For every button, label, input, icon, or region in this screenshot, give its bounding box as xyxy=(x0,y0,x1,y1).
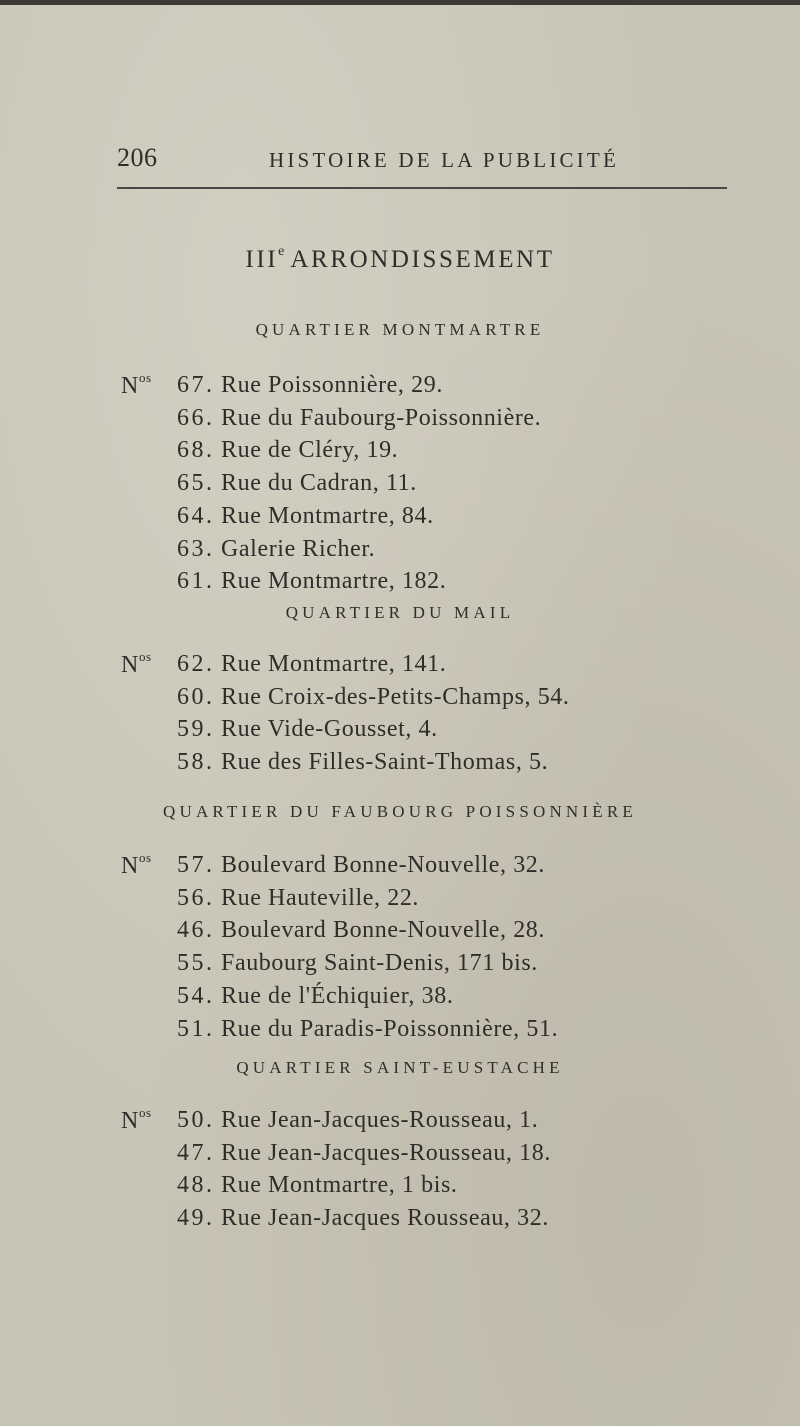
numeros-prefix-sup: os xyxy=(138,649,152,664)
arrondissement-ordinal-sup: e xyxy=(278,243,285,259)
quartier-heading: QUARTIER DU MAIL xyxy=(285,603,515,622)
entry-address: Rue du Faubourg-Poissonnière. xyxy=(221,405,542,431)
entry-number: 49. xyxy=(177,1205,215,1231)
entry-number: 46. xyxy=(177,917,215,943)
entry-address: Faubourg Saint-Denis, 171 bis. xyxy=(221,950,538,976)
numeros-prefix xyxy=(121,852,152,880)
entry-number: 55. xyxy=(177,950,215,976)
running-title: HISTOIRE DE LA PUBLICITÉ xyxy=(269,148,619,172)
entry-number: 47. xyxy=(177,1140,215,1166)
entry-address: Rue du Paradis-Poissonnière, 51. xyxy=(221,1016,559,1042)
page-top-edge xyxy=(0,0,800,5)
entry-address: Rue du Cadran, 11. xyxy=(221,470,417,496)
header-rule xyxy=(117,187,727,189)
entry-address: Rue Montmartre, 1 bis. xyxy=(221,1172,458,1198)
arrondissement-heading xyxy=(0,243,800,274)
entry-address: Galerie Richer. xyxy=(221,536,376,562)
entry-number: 61. xyxy=(177,568,215,594)
entry-number: 54. xyxy=(177,983,215,1009)
entry-number: 50. xyxy=(177,1107,215,1133)
entry-number: 66. xyxy=(177,405,215,431)
entry-address: Boulevard Bonne-Nouvelle, 28. xyxy=(221,917,545,943)
entry-number: 64. xyxy=(177,503,215,529)
quartier-heading: QUARTIER MONTMARTRE xyxy=(255,320,545,339)
page-number: 206 xyxy=(117,143,158,172)
entry-address: Rue Montmartre, 84. xyxy=(221,503,434,529)
entry-number: 68. xyxy=(177,437,215,463)
entry-address: Rue Hauteville, 22. xyxy=(221,885,420,911)
entry-number: 58. xyxy=(177,749,215,775)
entry-number: 67. xyxy=(177,372,215,398)
numeros-prefix-letter: N xyxy=(121,1108,139,1134)
entry-address: Rue Montmartre, 182. xyxy=(221,568,447,594)
entry-address: Rue Jean-Jacques Rousseau, 32. xyxy=(221,1205,549,1231)
numeros-prefix-letter: N xyxy=(121,853,139,879)
entry-number: 62. xyxy=(177,651,215,677)
numeros-prefix xyxy=(121,372,152,400)
arrondissement-ordinal: III xyxy=(245,246,279,273)
entry-number: 51. xyxy=(177,1016,215,1042)
entry-address: Rue Vide-Gousset, 4. xyxy=(221,716,438,742)
numeros-prefix xyxy=(121,1107,152,1135)
entry-number: 59. xyxy=(177,716,215,742)
numeros-prefix-letter: N xyxy=(121,652,139,678)
entry-number: 65. xyxy=(177,470,215,496)
entry-number: 63. xyxy=(177,536,215,562)
quartier-heading: QUARTIER DU FAUBOURG POISSONNIÈRE xyxy=(163,802,637,821)
quartier-heading: QUARTIER SAINT-EUSTACHE xyxy=(236,1058,564,1077)
entry-address: Rue de l'Échiquier, 38. xyxy=(221,983,454,1009)
numeros-prefix-sup: os xyxy=(138,370,152,385)
entry-number: 56. xyxy=(177,885,215,911)
numeros-prefix-sup: os xyxy=(138,1105,152,1120)
numeros-prefix-sup: os xyxy=(138,850,152,865)
entry-address: Rue Croix-des-Petits-Champs, 54. xyxy=(221,684,570,710)
entry-number: 48. xyxy=(177,1172,215,1198)
entry-number: 60. xyxy=(177,684,215,710)
entry-address: Rue Jean-Jacques-Rousseau, 18. xyxy=(221,1140,551,1166)
numeros-prefix-letter: N xyxy=(121,373,139,399)
entry-address: Boulevard Bonne-Nouvelle, 32. xyxy=(221,852,545,878)
entry-address: Rue Jean-Jacques-Rousseau, 1. xyxy=(221,1107,539,1133)
entry-address: Rue Montmartre, 141. xyxy=(221,651,447,677)
arrondissement-title: ARRONDISSEMENT xyxy=(290,246,555,273)
entry-address: Rue Poissonnière, 29. xyxy=(221,372,443,398)
entry-address: Rue de Cléry, 19. xyxy=(221,437,399,463)
entry-number: 57. xyxy=(177,852,215,878)
entry-address: Rue des Filles-Saint-Thomas, 5. xyxy=(221,749,549,775)
numeros-prefix xyxy=(121,651,152,679)
